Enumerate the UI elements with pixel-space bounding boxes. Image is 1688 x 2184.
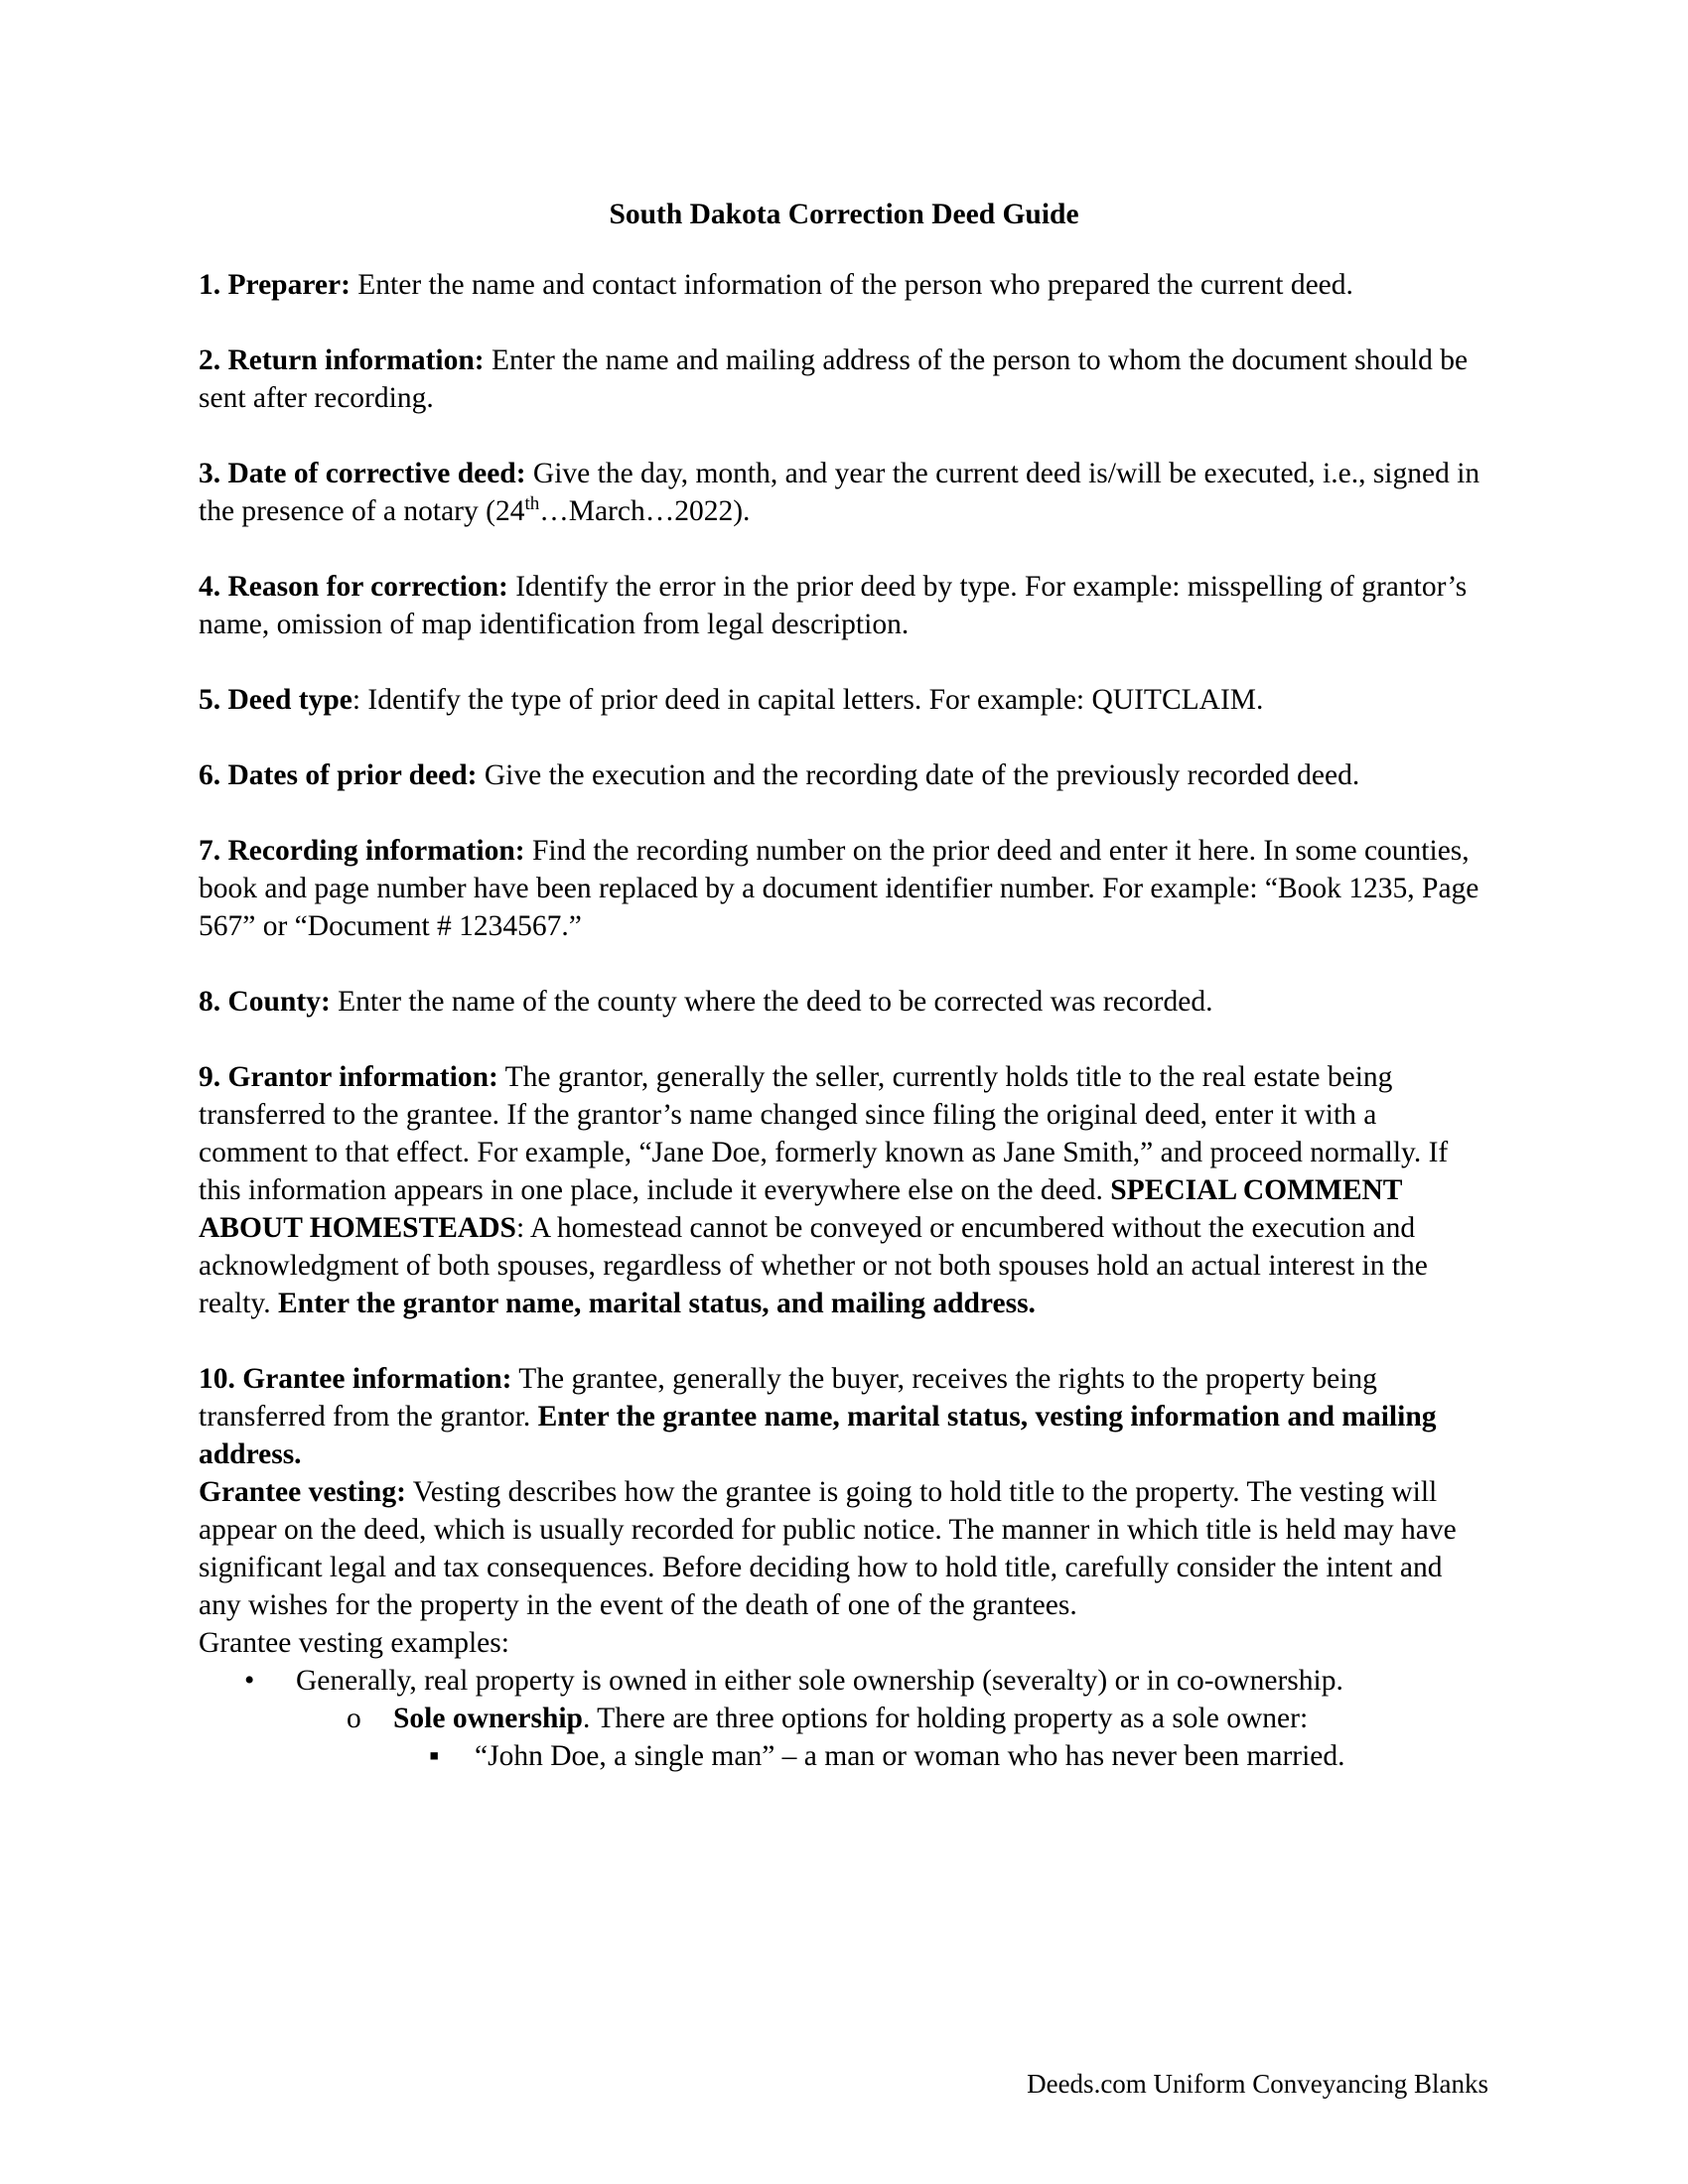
section-text: Enter the name and contact information of the person who prepared the current deed.: [350, 269, 1353, 301]
page-footer: Deeds.com Uniform Conveyancing Blanks: [1027, 2069, 1488, 2099]
list-item-text: “John Doe, a single man” – a man or woman who has never been married.: [475, 1740, 1345, 1772]
bullet-marker: •: [244, 1665, 255, 1697]
ordinal-suffix: th: [524, 493, 540, 515]
list-item-text: Generally, real property is owned in either sole ownership (severalty) or in co-ownership.: [296, 1665, 1343, 1697]
document-page: [199, 195, 1489, 1775]
grantee-vesting-paragraph: [199, 1473, 1489, 1624]
grantee-paragraph: [199, 1360, 1489, 1473]
section-grantor-information: [199, 1058, 1489, 1322]
square-marker: ▪: [429, 1740, 440, 1772]
section-text: Give the execution and the recording date of the previously recorded deed.: [477, 759, 1360, 791]
grantee-vesting-examples-label: Grantee vesting examples:: [199, 1627, 509, 1659]
homestead-comment-label: SPECIAL COMMENT ABOUT HOMESTEADS: [199, 1174, 1402, 1244]
section-label: 7. Recording information:: [199, 835, 525, 867]
grantee-instruction: Enter the grantee name, marital status, vesting information and mailing address.: [199, 1401, 1437, 1470]
section-text: Give the day, month, and year the current deed is/will be executed, i.e., signed in the presence of a notary (24: [199, 458, 1480, 527]
section-label: 3. Date of corrective deed:: [199, 458, 526, 489]
section-text: Find the recording number on the prior deed and enter it here. In some counties, book and page number have been replaced by a document identifier number. For example: “Book 1235, Page 567” or “Document # 1234567.”: [199, 835, 1479, 942]
homestead-comment-text: : A homestead cannot be conveyed or encumbered without the execution and acknowledgment of both spouses, regardless of whether or not both spouses hold an actual interest in the realty.: [199, 1212, 1428, 1319]
section-deed-type: [199, 681, 1489, 719]
grantee-vesting-text: Vesting describes how the grantee is going to hold title to the property. The vesting will appear on the deed, which is usually recorded for public notice. The manner in which title is held may have significant legal and tax consequences. Before deciding how to hold title, carefully consider the intent and any wishes for the property in the event of the death of one of the grantees.: [199, 1476, 1457, 1621]
section-grantee-information: [199, 1360, 1489, 1662]
section-date-of-corrective-deed: [199, 455, 1489, 530]
section-text: Identify the error in the prior deed by type. For example: misspelling of grantor’s name, omission of map identification from legal description.: [199, 571, 1468, 640]
vesting-examples-list: [199, 1662, 1489, 1775]
grantor-instruction: Enter the grantor name, marital status, and mailing address.: [278, 1288, 1036, 1319]
section-return-information: [199, 341, 1489, 417]
list-item: [199, 1662, 1489, 1700]
section-label: 6. Dates of prior deed:: [199, 759, 478, 791]
section-preparer: [199, 266, 1489, 304]
circle-marker: o: [347, 1703, 361, 1734]
section-label: 8. County:: [199, 986, 331, 1018]
list-item: [199, 1700, 1489, 1737]
section-text-after: …March…2022).: [539, 495, 751, 527]
section-label: 2. Return information:: [199, 344, 485, 376]
section-text: Enter the name and mailing address of the person to whom the document should be sent after recording.: [199, 344, 1469, 414]
section-label: 5. Deed type: [199, 684, 352, 716]
section-dates-of-prior-deed: [199, 756, 1489, 794]
section-label: 1. Preparer:: [199, 269, 351, 301]
list-item: [199, 1737, 1489, 1775]
grantee-vesting-label: Grantee vesting:: [199, 1476, 406, 1508]
page-title: South Dakota Correction Deed Guide: [609, 199, 1079, 230]
section-county: [199, 983, 1489, 1021]
section-text: : Identify the type of prior deed in capital letters. For example: QUITCLAIM.: [352, 684, 1264, 716]
section-text: Enter the name of the county where the deed to be corrected was recorded.: [330, 986, 1213, 1018]
section-label: 10. Grantee information:: [199, 1363, 512, 1395]
list-item-label: Sole ownership: [393, 1703, 583, 1734]
section-text: The grantee, generally the buyer, receives the rights to the property being transferred from the grantor.: [199, 1363, 1377, 1433]
list-item-text: . There are three options for holding property as a sole owner:: [582, 1703, 1309, 1734]
section-label: 4. Reason for correction:: [199, 571, 508, 603]
section-reason-for-correction: [199, 568, 1489, 643]
section-recording-information: [199, 832, 1489, 945]
section-text: The grantor, generally the seller, currently holds title to the real estate being transferred to the grantee. If the grantor’s name changed since filing the original deed, enter it with a comment to that effect. For example, “Jane Doe, formerly known as Jane Smith,” and proceed normally. If this information appears in one place, include it everywhere else on the deed.: [199, 1061, 1449, 1206]
section-label: 9. Grantor information:: [199, 1061, 498, 1093]
